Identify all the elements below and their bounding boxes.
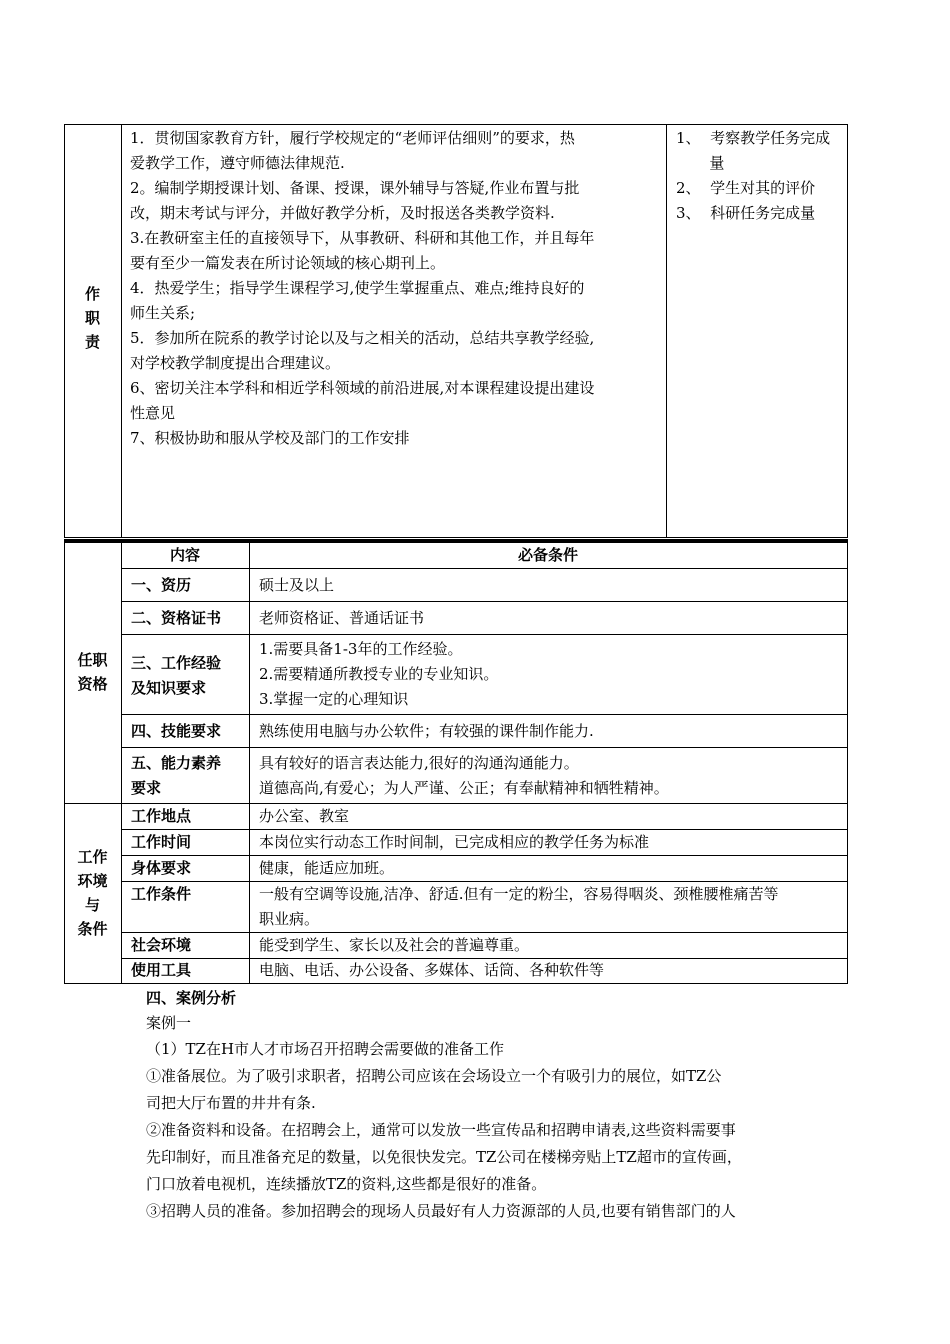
- env-value-1: 本岗位实行动态工作时间制，已完成相应的教学任务为标准: [259, 833, 650, 851]
- qual-value-3: 熟练使用电脑与办公软件；有较强的课件制作能力.: [259, 722, 594, 740]
- env-value-3: 一般有空调等设施,洁净、舒适.但有一定的粉尘，容易得咽炎、颈椎腰椎痛苦等 职业病。: [259, 885, 779, 928]
- case-line-6: ③招聘人员的准备。参加招聘会的现场人员最好有人力资源部的人员,也要有销售部门的人: [146, 1202, 736, 1220]
- duty-item-5-line-1: 性意见: [130, 404, 176, 422]
- duties-label: 作 职 责: [84, 285, 100, 351]
- case-heading: 四、案例分析: [146, 989, 237, 1007]
- duties-list: [130, 126, 662, 451]
- environment-label: 工作 环境 与 条件: [77, 848, 108, 938]
- env-value-4: 能受到学生、家长以及社会的普遍尊重。: [259, 936, 530, 954]
- case-line-1: ①准备展位。为了吸引求职者，招聘公司应该在会场设立一个有吸引力的展位，如TZ公: [146, 1067, 722, 1085]
- duty-item-3-line-1: 师生关系;: [130, 304, 196, 322]
- qual-name-0: 一、资历: [131, 576, 192, 594]
- qual-name-1: 二、资格证书: [131, 609, 222, 627]
- duty-item-0-line-1: 爱教学工作，遵守师德法律规范.: [130, 154, 345, 172]
- duty-item-0-line-0: 1．贯彻国家教育方针，履行学校规定的“老师评估细则”的要求，热: [130, 129, 575, 147]
- case-line-4: 先印制好，而且准备充足的数量，以免很快发完。TZ公司在楼梯旁贴上TZ超市的宣传画，: [146, 1148, 742, 1166]
- duty-item-4-line-1: 对学校教学制度提出合理建议。: [130, 354, 341, 372]
- header-required: 必备条件: [517, 546, 578, 564]
- duty-item-6-line-0: 7、积极协助和服从学校及部门的工作安排: [130, 429, 410, 447]
- env-name-3: 工作条件: [131, 885, 192, 903]
- duty-item-2-line-0: 3.在教研室主任的直接领导下，从事教研、科研和其他工作，并且每年: [130, 229, 595, 247]
- assessment-item-0-line-1: 量: [676, 154, 725, 172]
- env-name-0: 工作地点: [131, 807, 192, 825]
- assessment-list: [676, 126, 844, 226]
- assessment-item-2-line-0: 3、 科研任务完成量: [676, 204, 816, 222]
- duty-item-1-line-0: 2。编制学期授课计划、备课、授课，课外辅导与答疑,作业布置与批: [130, 179, 580, 197]
- case-body: [146, 1036, 846, 1225]
- case-line-5: 门口放着电视机，连续播放TZ的资料,这些都是很好的准备。: [146, 1175, 547, 1193]
- env-name-2: 身体要求: [131, 859, 192, 877]
- env-name-5: 使用工具: [131, 961, 192, 979]
- qual-name-4: 五、能力素养 要求: [131, 754, 222, 797]
- case-sub: 案例一: [146, 1014, 192, 1032]
- env-name-1: 工作时间: [131, 833, 192, 851]
- duty-item-5-line-0: 6、密切关注本学科和相近学科领域的前沿进展,对本课程建设提出建设: [130, 379, 595, 397]
- env-value-2: 健康，能适应加班。: [259, 859, 395, 877]
- env-value-5: 电脑、电话、办公设备、多媒体、话筒、各种软件等: [259, 961, 605, 979]
- assessment-item-0-line-0: 1、 考察教学任务完成: [676, 129, 831, 147]
- duty-item-3-line-0: 4．热爱学生；指导学生课程学习,使学生掌握重点、难点;维持良好的: [130, 279, 585, 297]
- duty-item-2-line-1: 要有至少一篇发表在所讨论领域的核心期刊上。: [130, 254, 446, 272]
- duty-item-1-line-1: 改，期末考试与评分，并做好教学分析，及时报送各类教学资料.: [130, 204, 555, 222]
- case-line-3: ②准备资料和设备。在招聘会上，通常可以发放一些宣传品和招聘申请表,这些资料需要事: [146, 1121, 736, 1139]
- qual-value-0: 硕士及以上: [259, 576, 335, 594]
- qual-value-2: 1.需要具备1-3年的工作经验。 2.需要精通所教授专业的专业知识。 3.掌握一定的心理知识: [259, 640, 499, 708]
- case-line-2: 司把大厅布置的井井有条.: [146, 1094, 316, 1112]
- header-content: 内容: [169, 546, 200, 564]
- duty-item-4-line-0: 5．参加所在院系的教学讨论以及与之相关的活动，总结共享教学经验,: [130, 329, 595, 347]
- qual-name-2: 三、工作经验 及知识要求: [131, 654, 222, 697]
- qual-value-4: 具有较好的语言表达能力,很好的沟通沟通能力。 道德高尚,有爱心；为人严谨、公正；有奉献精神和牺牲精神。: [259, 754, 669, 797]
- qual-name-3: 四、技能要求: [131, 722, 222, 740]
- qual-value-1: 老师资格证、普通话证书: [259, 609, 425, 627]
- assessment-item-1-line-0: 2、 学生对其的评价: [676, 179, 816, 197]
- case-line-0: （1）TZ在H市人才市场召开招聘会需要做的准备工作: [146, 1040, 505, 1058]
- env-value-0: 办公室、教室: [259, 807, 350, 825]
- qualifications-label: 任职 资格: [77, 651, 108, 693]
- env-name-4: 社会环境: [131, 936, 192, 954]
